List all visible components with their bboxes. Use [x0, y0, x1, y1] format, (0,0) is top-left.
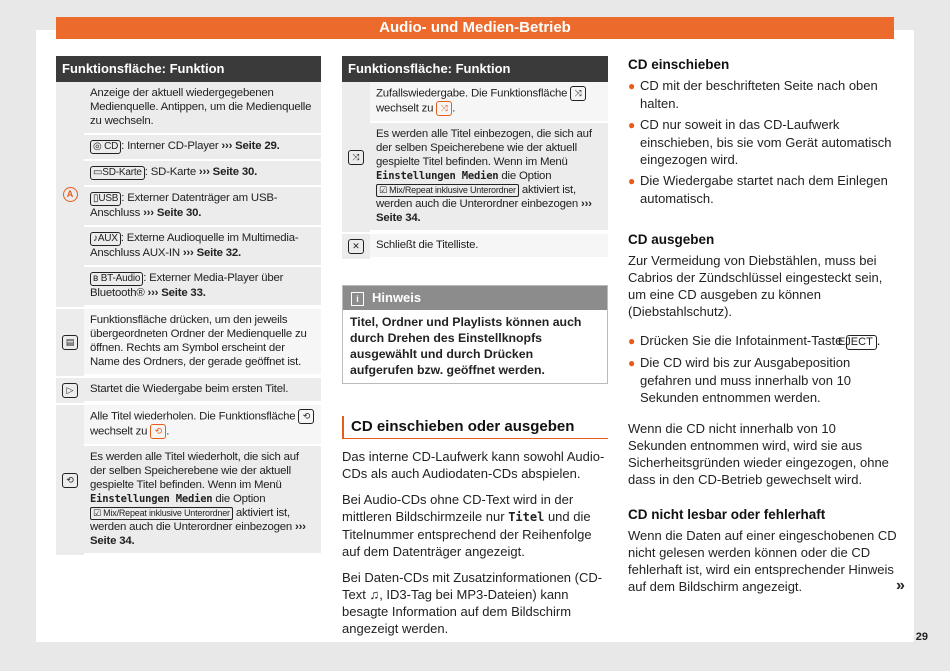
folder-icon-cell — [56, 308, 84, 377]
eject-bullet: ● Die CD wird bis zur Ausgabeposition gefahren und muss innerhalb von 10 Sekunden entnommen werden. — [628, 355, 852, 405]
cd-paragraph-1: Das interne CD-Laufwerk kann sowohl Audio-CDs als auch Audiodaten-CDs abspielen. — [342, 449, 605, 481]
shuffle-icon-cell — [342, 82, 370, 233]
label-a-icon: A — [63, 187, 78, 202]
insert-bullet: ● CD mit der beschrifteten Seite nach oben halten. — [628, 78, 878, 111]
row-a-icon-cell — [56, 82, 84, 308]
play-description: Startet die Wiedergabe beim ersten Titel. — [84, 378, 321, 403]
option-checkbox: ☑ Mix/Repeat inklusive Unterordner — [376, 184, 519, 197]
eject-paragraph: Zur Vermeidung von Diebstählen, muss bei Cabrios der Zündschlüssel eingesteckt sein, um eine CD ausgeben zu können (Diebstahlschutz). — [628, 253, 883, 319]
shuffle-icon: ⤨ — [348, 150, 364, 165]
insert-cd-title: CD einschieben — [628, 57, 730, 72]
repeat-all-icon: ⟲ — [298, 409, 314, 424]
usb-tag: ▯USB — [90, 192, 121, 206]
continue-arrow-icon: » — [896, 577, 905, 594]
play-icon: ▷ — [62, 383, 78, 398]
page-header: Audio- und Medien-Betrieb — [56, 17, 894, 39]
error-paragraph: Wenn die Daten auf einer eingeschobenen CD nicht gelesen werden können oder die CD fehlerhaft ist, wird ein entsprechender Hinweis auf dem Bildschirm angezeigt. — [628, 528, 897, 594]
aux-tag: ♪AUX — [90, 232, 121, 246]
note-box — [342, 285, 608, 384]
eject-bullet: ● Drücken Sie die Infotainment-Taste EJECT . — [628, 333, 881, 348]
insert-bullet: ● Die Wiedergabe startet nach dem Einlegen automatisch. — [628, 173, 888, 206]
repeat-icon: ⟲ — [62, 473, 78, 488]
shuffle-all-icon: ⤨ — [570, 86, 586, 101]
option-checkbox: ☑ Mix/Repeat inklusive Unterordner — [90, 507, 233, 520]
eject-key: EJECT — [846, 335, 877, 350]
section-heading-cd: CD einschieben oder ausgeben — [342, 416, 608, 439]
source-cd: ◎ CD : Interner CD-Player ››› Seite 29. — [84, 135, 321, 161]
function-table-left — [56, 56, 321, 557]
cd-tag: ◎ CD — [90, 140, 121, 154]
table-header: Funktionsfläche: Funktion — [56, 56, 321, 82]
shuffle-description-1: Zufallswiedergabe. Die Funktionsfläche ⤨ wechselt zu ⤨ . — [370, 82, 608, 123]
eject-cd-title: CD ausgeben — [628, 232, 715, 247]
cd-paragraph-2: Bei Audio-CDs ohne CD-Text wird in der mittleren Bildschirmzeile nur Titel und die Titelnummer entsprechend der Reihenfolge auf dem Datenträger angezeigt. — [342, 492, 592, 559]
close-icon: ✕ — [348, 239, 364, 254]
bt-tag: ʙ BT-Audio — [90, 272, 143, 286]
insert-bullet: ● CD nur soweit in das CD-Laufwerk einschieben, bis sie vom Gerät automatisch eingezogen wird. — [628, 117, 892, 167]
shuffle-description-2: Es werden alle Titel einbezogen, die sich auf der selben Speicherebene wie der aktuell gespielte Titel befinden. Wenn im Menü Einstellungen Medien die Option ☑ Mix/Repeat inklusive Unterordner aktiviert ist, werden auch die Unterordner einbezogen ››› Seite 34. — [370, 123, 608, 232]
info-icon: i — [351, 292, 364, 306]
repeat-icon-cell — [56, 404, 84, 556]
source-usb: ▯USB : Externer Datenträger am USB-Anschluss ››› Seite 30. — [84, 187, 321, 227]
middle-column — [342, 56, 608, 637]
note-header: i Hinweis — [343, 286, 607, 310]
right-column — [628, 56, 898, 595]
eject-paragraph-2: Wenn die CD nicht innerhalb von 10 Sekunden entnommen wird, wird sie aus Sicherheitsgründen wieder eingezogen, ohne dass in den CD-Betrieb gewechselt wird. — [628, 421, 889, 487]
play-icon-cell — [56, 377, 84, 404]
table-header: Funktionsfläche: Funktion — [342, 56, 608, 82]
sd-tag: ▭SD-Karte — [90, 166, 145, 180]
page-number: 29 — [915, 631, 928, 643]
shuffle-folder-icon: ⤨ — [436, 101, 452, 116]
note-text: Titel, Ordner und Playlists können auch durch Drehen des Einstellknopfs ausgewählt und durch Drücken aufgerufen bzw. geöffnet werden. — [350, 315, 582, 377]
repeat-folder-icon: ⟲ — [150, 424, 166, 439]
close-icon-cell — [342, 233, 370, 260]
cd-paragraph-3: Bei Daten-CDs mit Zusatzinformationen (CD-Text ♫, ID3-Tag bei MP3-Dateien) kann besagte Information auf dem Bildschirm angezeigt werden. — [342, 570, 603, 636]
error-title: CD nicht lesbar oder fehlerhaft — [628, 507, 826, 522]
folder-up-icon: ▤ — [62, 335, 78, 350]
repeat-description-1: Alle Titel wiederholen. Die Funktionsfläche ⟲ wechselt zu ⟲ . — [84, 405, 321, 446]
close-description: Schließt die Titelliste. — [370, 234, 608, 259]
folder-description: Funktionsfläche drücken, um den jeweils übergeordneten Ordner der Medienquelle zu öffnen. Rechts am Symbol erscheint der Name des Ordners, der gerade geöffnet ist. — [84, 309, 321, 376]
source-bt: ʙ BT-Audio : Externer Media-Player über Bluetooth® ››› Seite 33. — [84, 267, 321, 307]
row-a-description: Anzeige der aktuell wiedergegebenen Medienquelle. Antippen, um die Medienquelle zu wechseln. — [84, 82, 321, 135]
source-aux: ♪AUX : Externe Audioquelle im Multimedia-Anschluss AUX-IN ››› Seite 32. — [84, 227, 321, 267]
source-sd: ▭SD-Karte : SD-Karte ››› Seite 30. — [84, 161, 321, 187]
repeat-description-2: Es werden alle Titel wiederholt, die sich auf der selben Speicherebene wie der aktuell gespielte Titel befinden. Wenn im Menü Einstellungen Medien die Option ☑ Mix/Repeat inklusive Unterordner aktiviert ist, werden auch die Unterordner einbezogen ››› Seite 34. — [84, 446, 321, 555]
